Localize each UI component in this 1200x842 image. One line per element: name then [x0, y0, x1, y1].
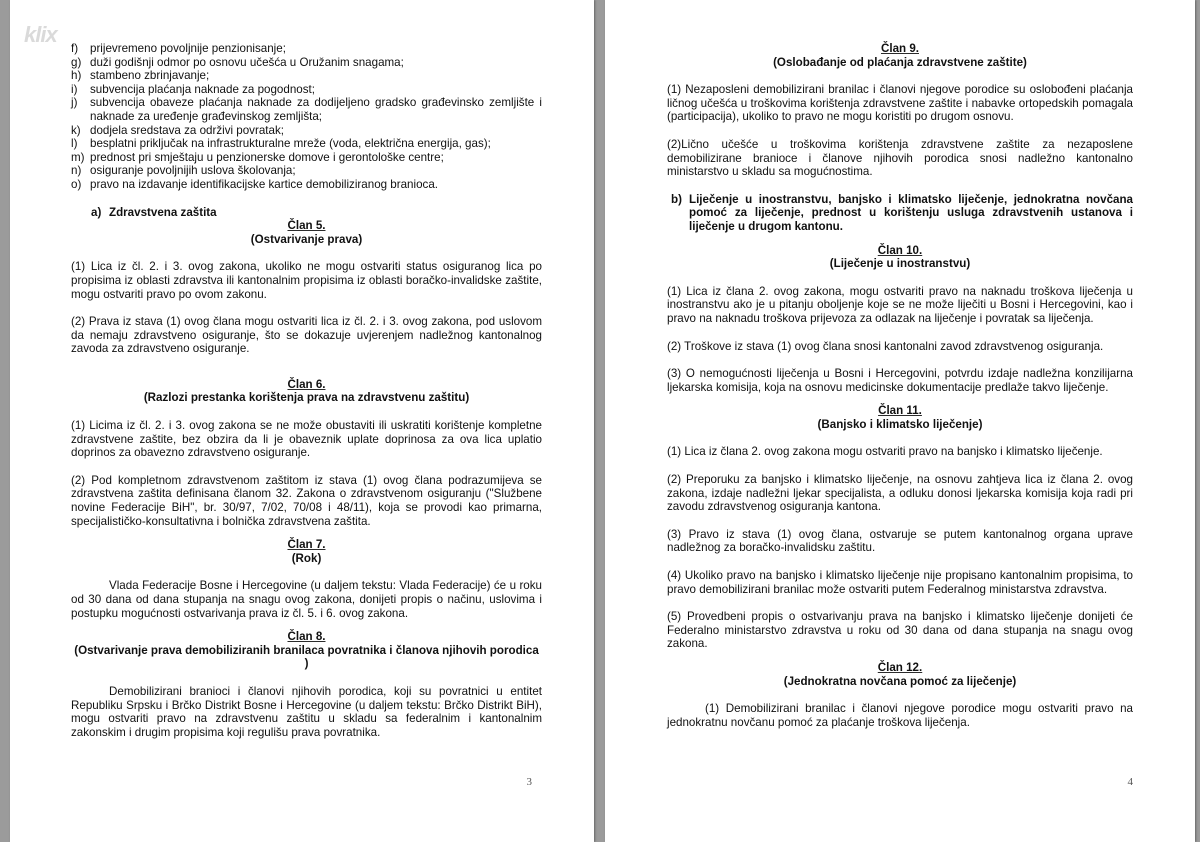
paragraph: (2) Troškove iz stava (1) ovog člana snosi kantonalni zavod zdravstvenog osiguranja.	[667, 339, 1104, 353]
article-heading	[667, 42, 1133, 69]
article-title: Član 8.	[287, 630, 326, 644]
subsection-heading: b) Liječenje u inostranstvu, banjsko i klimatsko liječenje, jednokratna novčana pomoć za liječenje, prednost u korištenju usluga zdravstvenih ustanova i liječenje u drugom kantonu.	[671, 192, 1133, 233]
article-subtitle: (Jednokratna novčana pomoć za liječenje)	[783, 674, 1017, 688]
article-subtitle: (Ostvarivanje prava)	[250, 232, 363, 246]
paragraph: (1) Demobilizirani branilac i članovi njegove porodice mogu ostvariti pravo na jednokratnu novčanu pomoć za plaćanje troškova liječenja.	[667, 702, 1133, 729]
paragraph: (2) Prava iz stava (1) ovog člana mogu ostvariti lica iz čl. 2. i 3. ovog zakona, pod uslovom da nemaju zdravstveno osiguranje, što se dokazuje uvjerenjem nadležnog kantonalnog zavoda za zdravstveno osiguranje.	[71, 315, 542, 356]
article-title: Član 11.	[878, 404, 922, 418]
article-title: Član 9.	[880, 42, 919, 55]
article-title: Član 7.	[287, 538, 326, 552]
paragraph: Demobilizirani branioci i članovi njihovih porodica, koji su povratnici u entitet Republiku Srpsku i Brčko Distrikt Bosne i Hercegovine (u daljem tekstu: Brčko Distrikt BiH), mogu ostvariti pravo na zdravstvenu zaštitu u skladu sa federalnim i kantonalnim zakonskim i drugim propisima koji regulišu prava povratnika.	[71, 684, 542, 739]
paragraph: Vlada Federacije Bosne i Hercegovine (u daljem tekstu: Vlada Federacije) će u roku od 30 dana od dana stupanja na snagu ovog zakona, donijeti propis o načinu, uslovima i postupku mogućnosti ostvarivanja prava iz čl. 5. i 6. ovog zakona.	[71, 579, 542, 620]
list-item: i) subvencija plaćanja naknade za pogodnost;	[71, 82, 315, 96]
subsection-heading: a) Zdravstvena zaštita	[91, 205, 217, 219]
article-subtitle: (Oslobađanje od plaćanja zdravstvene zaštite)	[773, 55, 1027, 69]
article-subtitle: (Rok)	[291, 551, 322, 565]
article-heading	[71, 538, 542, 565]
article-title: Član 12.	[877, 661, 923, 674]
paragraph: (5) Provedbeni propis o ostvarivanju prava na banjsko i klimatsko liječenje donijeti će Federalno ministarstvo zdravstva u roku od 30 dana od dana stupanja na snagu ovog zakona.	[667, 610, 1133, 651]
list-item: h) stambeno zbrinjavanje;	[71, 69, 210, 83]
paragraph: (3) O nemogućnosti liječenja u Bosni i Hercegovini, potvrdu izdaje nadležna konzilijarna ljekarska komisija, koja na osnovu medicinske dokumentacije predlaže takvo liječenje.	[667, 367, 1133, 394]
article-title: Član 6.	[287, 377, 326, 391]
article-subtitle: (Banjsko i klimatsko liječenje)	[817, 417, 983, 431]
document-page-left	[10, 0, 594, 842]
article-subtitle: (Razlozi prestanka korištenja prava na zdravstvenu zaštitu)	[143, 391, 470, 405]
paragraph: (2) Preporuku za banjsko i klimatsko liječenje, na osnovu zahtjeva lica iz člana 2. ovog zakona, izdaje nadležni ljekar specijalista, a odluku donosi ljekarska komisija koja radi pri zavodu zdravstvenog osiguranja kantona.	[667, 473, 1133, 514]
article-heading	[667, 404, 1133, 431]
paragraph: (4) Ukoliko pravo na banjsko i klimatsko liječenje nije propisano kantonalnim propisima, to pravo demobilizirani branilac može ostvariti putem Federalnog ministarstva zdravstva.	[667, 569, 1133, 596]
article-heading	[71, 219, 542, 246]
article-title: Član 5.	[287, 219, 326, 233]
paragraph: (1) Licima iz čl. 2. i 3. ovog zakona se ne može obustaviti ili uskratiti korištenje kompletne zdravstvene zaštite, bez obzira da li je obaveznik uplate doprinosa za ova lica uplatio doprinos za obavezno zdravstveno osiguranje.	[71, 419, 542, 460]
article-subtitle: (Liječenje u inostranstvu)	[829, 257, 971, 271]
list-item: m) prednost pri smještaju u penzionerske domove i gerontološke centre;	[71, 150, 444, 164]
paragraph: (2) Pod kompletnom zdravstvenom zaštitom iz stava (1) ovog člana podrazumijeva se zdravstvena zaštita definisana članom 32. Zakona o zdravstvenom osiguranju ("Službene novine Federacije BiH", br. 30/97, 7/02, 70/08 i 48/11), koja se provodi kao primarna, specijalističko-konsultativna i bolnička zdravstvena zaštita.	[71, 473, 542, 528]
page-number: 4	[1127, 776, 1133, 789]
page-number: 3	[526, 776, 532, 789]
paragraph: (1) Nezaposleni demobilizirani branilac i članovi njegove porodice su oslobođeni plaćanja ličnog učešća u troškovima korištenja zdravstvene zaštite i nabavke ortopedskih pomagala (participacija), ukoliko to pravo ne mogu koristiti po drugom osnovu.	[667, 83, 1133, 124]
article-subtitle: (Ostvarivanje prava demobiliziranih branilaca povratnika i članova njihovih porodica )	[74, 643, 539, 671]
klix-watermark: klix	[24, 22, 57, 47]
paragraph: (3) Pravo iz stava (1) ovog člana, ostvaruje se putem kantonalnog organa uprave nadležnog za boračko-invalidsku zaštitu.	[667, 527, 1133, 555]
benefits-list	[71, 42, 542, 192]
paragraph: (1) Lica iz člana 2. ovog zakona mogu ostvariti pravo na banjsko i klimatsko liječenje.	[667, 445, 1103, 459]
list-item: k) dodjela sredstava za održivi povratak;	[71, 123, 284, 137]
paragraph: (1) Lica iz čl. 2. i 3. ovog zakona, ukoliko ne mogu ostvariti status osiguranog lica po propisima iz oblasti zdravstva ili kantonalnim propisima iz oblasti boračko-invalidske zaštite, mogu ostvariti pravo po ovom zakonu.	[71, 260, 542, 301]
document-page-right	[605, 0, 1195, 842]
list-item: o) pravo na izdavanje identifikacijske kartice demobiliziranog branioca.	[71, 177, 438, 191]
paragraph: (2)Lično učešće u troškovima korištenja zdravstvene zaštite za nezaposlene demobilizirane branioce i članove njihovih porodica snosi nadležno kantonalno ministarstvo u skladu sa mogućnostima.	[667, 137, 1133, 179]
article-heading	[71, 378, 542, 405]
article-heading	[71, 630, 542, 671]
list-item: f) prijevremeno povoljnije penzionisanje;	[71, 42, 286, 55]
paragraph: (1) Lica iz člana 2. ovog zakona, mogu ostvariti pravo na naknadu troškova liječenja u inostranstvu ako je u pitanju oboljenje koje se ne može liječiti u Bosni i Hercegovini, kao i pravo na naknadu troškova prijevoza za odlazak na liječenje i povratak sa liječenja.	[667, 284, 1133, 325]
list-item: j) subvencija obaveze plaćanja naknade za dodijeljeno gradsko građevinsko zemljište i naknade za uređenje građevinskog zemljišta;	[71, 96, 542, 123]
article-heading	[667, 244, 1133, 271]
list-item: l) besplatni priključak na infrastrukturalne mreže (voda, električna energija, gas);	[71, 137, 491, 151]
list-item: g) duži godišnji odmor po osnovu učešća u Oružanim snagama;	[71, 55, 404, 69]
article-heading	[667, 661, 1133, 688]
article-title: Član 10.	[877, 243, 923, 257]
list-item: n) osiguranje povoljnijih uslova školovanja;	[71, 164, 296, 178]
